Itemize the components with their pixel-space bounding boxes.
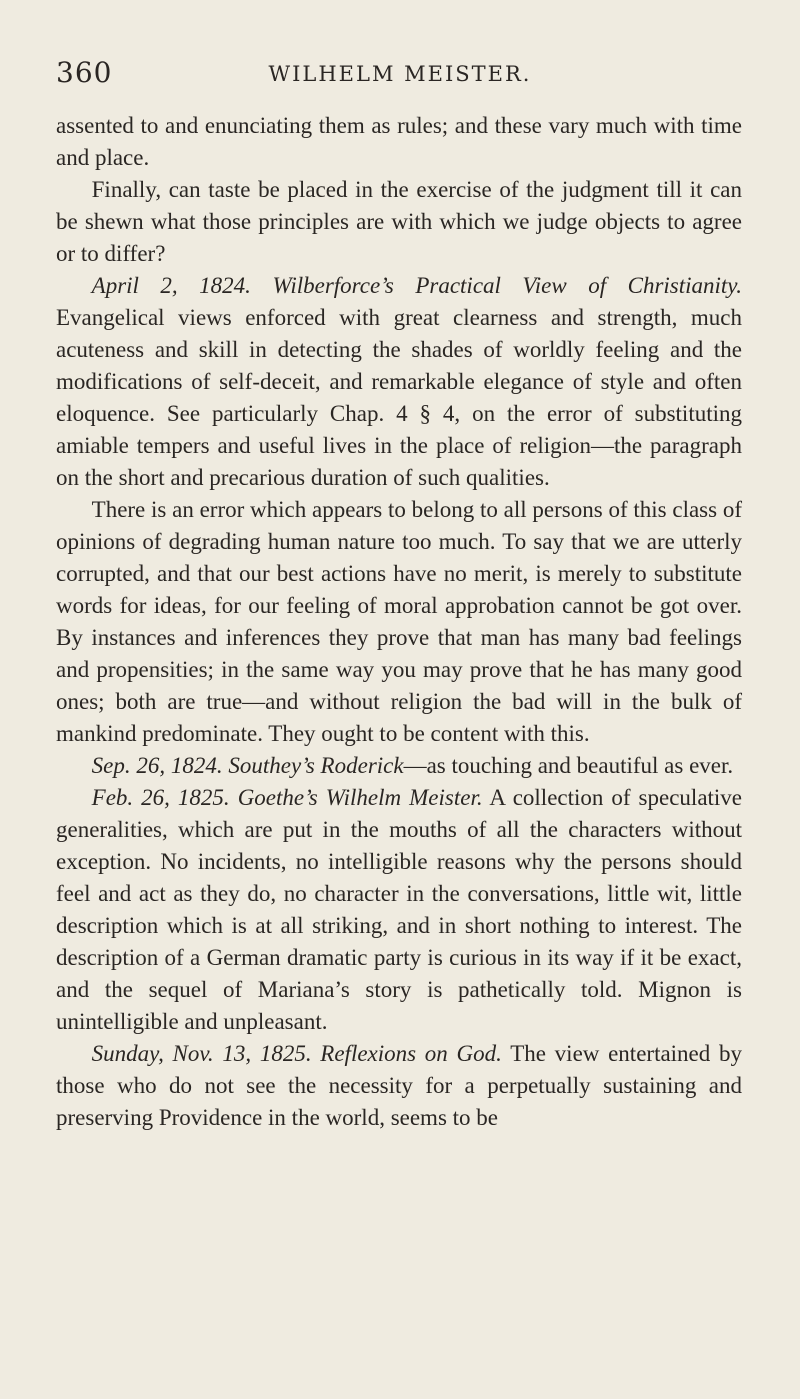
entry-title: Reflexions on God. — [320, 1041, 502, 1066]
entry-text: A collection of speculative generalities, which are put in the mouths of all the characters without exception. No incidents, no intelligible reasons why the persons should feel and act as they do, no character in the conversations, little wit, little description which is at all striking, and in short nothing to interest. The description of a German dramatic party is curious in its way if it be exact, and the sequel of Mariana’s story is pathetically told. Mignon is unintelligible and unpleasant. — [56, 785, 743, 1034]
entry-date: Sep. 26, 1824. — [91, 753, 223, 778]
entry-title: Southey’s Roderick — [228, 753, 404, 778]
entry-date: Feb. 26, 1825. — [91, 785, 230, 810]
paragraph-human-nature: There is an error which appears to belong to all persons of this class of opinions of degrading human nature too much. To say that we are utterly corrupted, and that our best actions have no merit, is merely to substitute words for ideas, for our feeling of moral approbation cannot be got over. By instances and inferences they prove that man has many bad feelings and propensities; in the same way you may prove that he has many good ones; both are true—and without religion the bad will in the bulk of mankind predominate. They ought to be content with this. — [56, 497, 742, 746]
entry-text: Evangelical views enforced with great clearness and strength, much acuteness and skill in detecting the shades of worldly feeling and the modifications of self-deceit, and remarkable elegance of style and often eloquence. See particularly Chap. 4 § 4, on the error of substituting amiable tempers and useful lives in the place of religion—the paragraph on the short and precarious duration of such qualities. — [56, 305, 742, 490]
paragraph-continuation: assented to and enunciating them as rules; and these vary much with time and place. — [56, 113, 742, 170]
page-number: 360 — [56, 56, 113, 89]
page-header — [56, 56, 744, 96]
journal-entry-southey — [56, 750, 742, 782]
entry-date: April 2, 1824. — [91, 273, 251, 298]
entry-title: Wilberforce’s Practical View of Christianity. — [272, 273, 743, 298]
running-title: WILHELM MEISTER. — [268, 62, 532, 86]
entry-text: The view entertained by those who do not see the necessity for a perpetually sustaining and preserving Providence in the world, seems to be — [56, 1041, 742, 1130]
entry-text: —as touching and beautiful as ever. — [403, 753, 734, 778]
journal-entry-wilberforce — [56, 270, 742, 494]
paragraph-taste-question: Finally, can taste be placed in the exercise of the judgment till it can be shewn what those principles are with which we judge objects to agree or to differ? — [56, 177, 742, 266]
entry-date: Sunday, Nov. 13, 1825. — [91, 1041, 312, 1066]
journal-entry-goethe — [56, 782, 742, 1038]
journal-entry-reflexions — [56, 1038, 742, 1134]
entry-title: Goethe’s Wilhelm Meister. — [237, 785, 483, 810]
body-text — [56, 110, 742, 1134]
